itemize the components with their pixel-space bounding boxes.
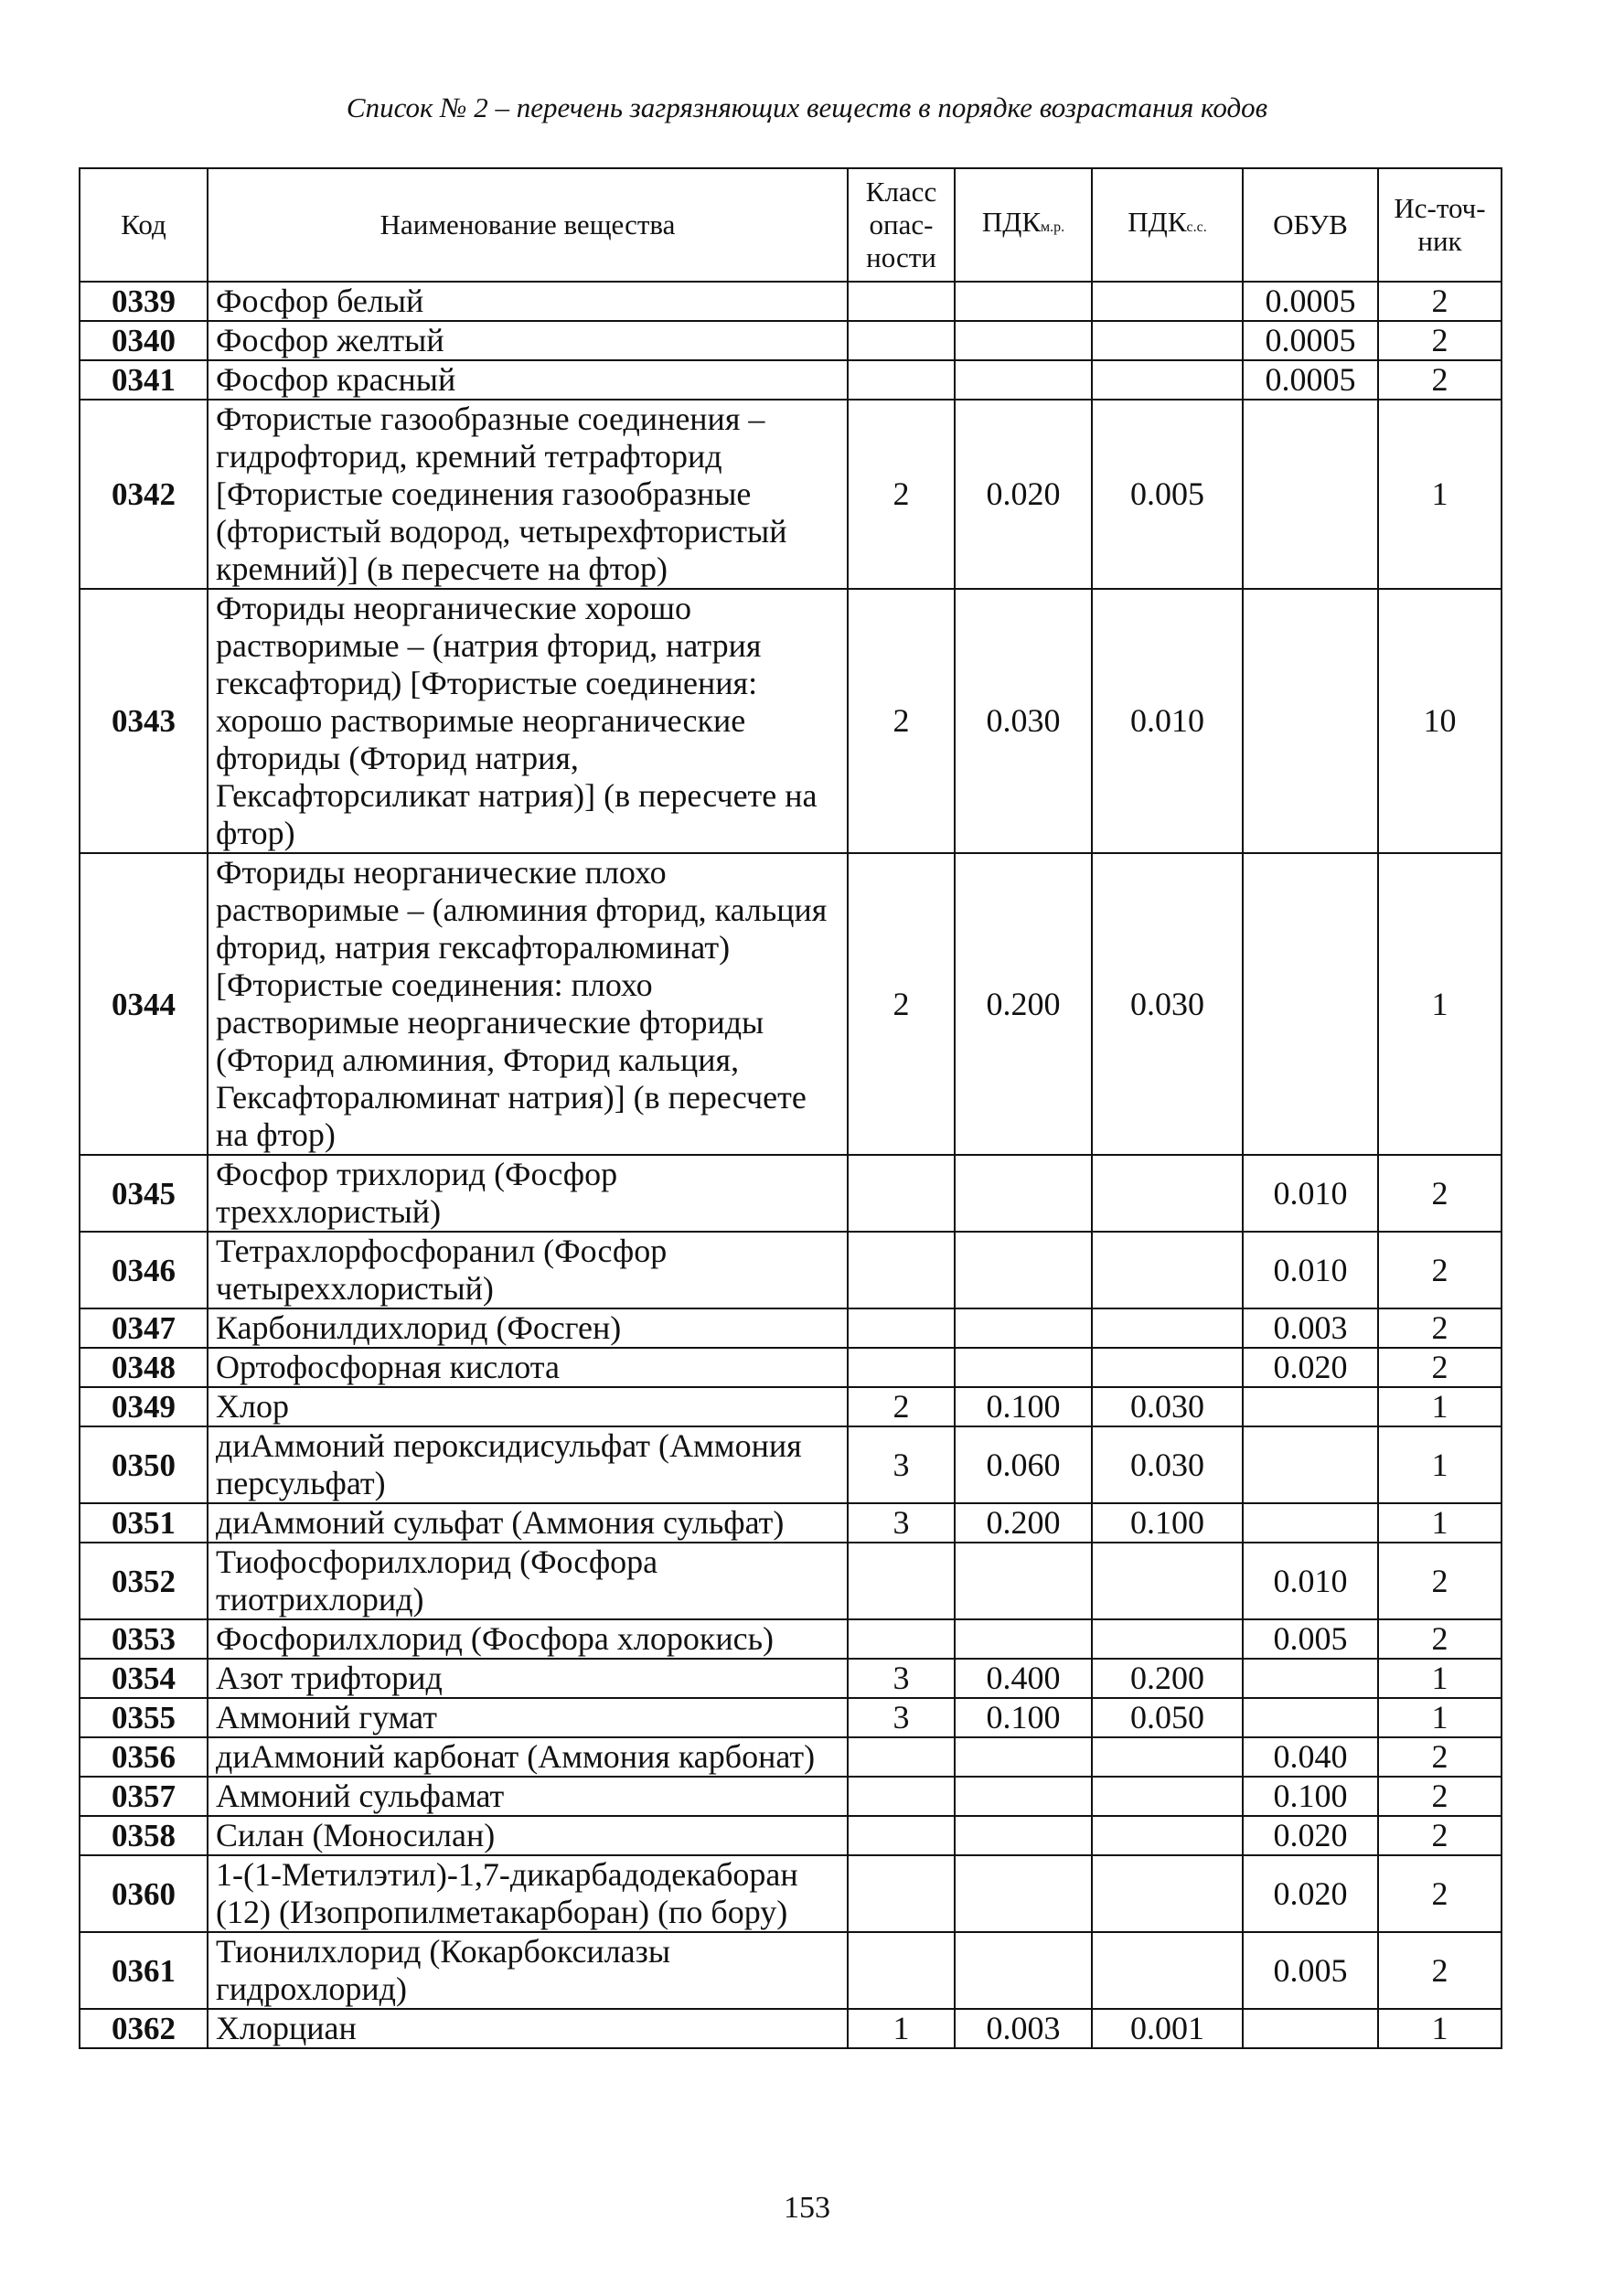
cell-code: 0350: [80, 1426, 208, 1503]
cell-class: [848, 1619, 955, 1659]
cell-code: 0349: [80, 1387, 208, 1426]
cell-pdk-mr: [955, 1816, 1092, 1855]
header-pdk-ss-sub: с.с.: [1186, 219, 1207, 235]
cell-obuv: [1243, 1698, 1378, 1737]
cell-code: 0357: [80, 1777, 208, 1816]
cell-pdk-ss: 0.050: [1092, 1698, 1243, 1737]
table-row: [80, 1932, 1502, 2009]
cell-pdk-ss: 0.100: [1092, 1503, 1243, 1543]
cell-class: [848, 360, 955, 400]
cell-pdk-mr: [955, 1932, 1092, 2009]
table-row: [80, 1816, 1502, 1855]
cell-pdk-mr: [955, 360, 1092, 400]
table-row: [80, 853, 1502, 1155]
cell-code: 0344: [80, 853, 208, 1155]
cell-class: [848, 1816, 955, 1855]
table-row: [80, 1387, 1502, 1426]
cell-source: 2: [1378, 1232, 1502, 1308]
cell-source: 2: [1378, 1737, 1502, 1777]
cell-code: 0343: [80, 589, 208, 853]
cell-pdk-mr: [955, 321, 1092, 360]
cell-pdk-mr: [955, 282, 1092, 321]
table-row: [80, 1308, 1502, 1348]
cell-pdk-ss: [1092, 1348, 1243, 1387]
cell-obuv: [1243, 1659, 1378, 1698]
cell-pdk-ss: [1092, 321, 1243, 360]
cell-name: Фосфор белый: [208, 282, 848, 321]
table-row: [80, 1348, 1502, 1387]
table-row: [80, 1503, 1502, 1543]
cell-code: 0355: [80, 1698, 208, 1737]
cell-source: 2: [1378, 1155, 1502, 1232]
cell-class: 3: [848, 1659, 955, 1698]
table-row: [80, 1426, 1502, 1503]
cell-pdk-mr: [955, 1232, 1092, 1308]
cell-code: 0346: [80, 1232, 208, 1308]
cell-pdk-mr: [955, 1155, 1092, 1232]
cell-class: 2: [848, 853, 955, 1155]
header-pdk-mr: [955, 168, 1092, 282]
cell-pdk-mr: 0.060: [955, 1426, 1092, 1503]
table-row: [80, 1232, 1502, 1308]
cell-source: 1: [1378, 1503, 1502, 1543]
cell-class: [848, 1855, 955, 1932]
cell-name: 1-(1-Метилэтил)-1,7-дикарбадодекаборан (12) (Изопропилметакарборан) (по бору): [208, 1855, 848, 1932]
cell-class: 2: [848, 1387, 955, 1426]
cell-class: 2: [848, 589, 955, 853]
cell-source: 1: [1378, 1426, 1502, 1503]
cell-pdk-mr: 0.200: [955, 1503, 1092, 1543]
cell-source: 1: [1378, 853, 1502, 1155]
cell-name: Тетрахлорфосфоранил (Фосфор четыреххлористый): [208, 1232, 848, 1308]
cell-class: [848, 1777, 955, 1816]
cell-name: Хлорциан: [208, 2009, 848, 2048]
cell-class: [848, 1232, 955, 1308]
header-source: Ис-точ-ник: [1378, 168, 1502, 282]
cell-obuv: [1243, 1387, 1378, 1426]
table-row: [80, 1543, 1502, 1619]
table-row: [80, 282, 1502, 321]
cell-pdk-ss: 0.001: [1092, 2009, 1243, 2048]
cell-source: 2: [1378, 1777, 1502, 1816]
cell-code: 0352: [80, 1543, 208, 1619]
cell-pdk-ss: [1092, 360, 1243, 400]
cell-source: 1: [1378, 2009, 1502, 2048]
cell-source: 2: [1378, 1543, 1502, 1619]
cell-name: Карбонилдихлорид (Фосген): [208, 1308, 848, 1348]
cell-pdk-ss: 0.030: [1092, 1426, 1243, 1503]
table-row: [80, 589, 1502, 853]
cell-pdk-ss: [1092, 1777, 1243, 1816]
cell-obuv: 0.0005: [1243, 360, 1378, 400]
cell-class: 1: [848, 2009, 955, 2048]
cell-pdk-mr: 0.100: [955, 1387, 1092, 1426]
substances-table: [79, 167, 1502, 2049]
cell-pdk-mr: 0.200: [955, 853, 1092, 1155]
cell-obuv: 0.010: [1243, 1543, 1378, 1619]
cell-class: [848, 1155, 955, 1232]
cell-code: 0356: [80, 1737, 208, 1777]
cell-pdk-ss: [1092, 282, 1243, 321]
cell-class: [848, 1737, 955, 1777]
cell-obuv: 0.040: [1243, 1737, 1378, 1777]
table-row: [80, 1737, 1502, 1777]
cell-source: 10: [1378, 589, 1502, 853]
table-row: [80, 1619, 1502, 1659]
page-title: Список № 2 – перечень загрязняющих веществ в порядке возрастания кодов: [346, 91, 1268, 123]
cell-pdk-ss: 0.200: [1092, 1659, 1243, 1698]
cell-source: 1: [1378, 1659, 1502, 1698]
cell-source: 2: [1378, 282, 1502, 321]
cell-name: Фосфорилхлорид (Фосфора хлорокись): [208, 1619, 848, 1659]
cell-source: 1: [1378, 400, 1502, 589]
cell-pdk-mr: 0.400: [955, 1659, 1092, 1698]
cell-name: Ортофосфорная кислота: [208, 1348, 848, 1387]
cell-source: 2: [1378, 1855, 1502, 1932]
cell-source: 2: [1378, 1308, 1502, 1348]
table-row: [80, 1698, 1502, 1737]
cell-name: Аммоний гумат: [208, 1698, 848, 1737]
header-hazard-class: Класс опас-ности: [848, 168, 955, 282]
cell-class: [848, 321, 955, 360]
cell-code: 0351: [80, 1503, 208, 1543]
cell-class: [848, 1308, 955, 1348]
cell-name: Азот трифторид: [208, 1659, 848, 1698]
cell-name: Силан (Моносилан): [208, 1816, 848, 1855]
table-row: [80, 1155, 1502, 1232]
cell-pdk-ss: [1092, 1855, 1243, 1932]
cell-name: Тиофосфорилхлорид (Фосфора тиотрихлорид): [208, 1543, 848, 1619]
cell-pdk-mr: [955, 1855, 1092, 1932]
table-row: [80, 2009, 1502, 2048]
header-pdk-ss-main: ПДК: [1128, 206, 1187, 238]
cell-pdk-mr: 0.100: [955, 1698, 1092, 1737]
cell-source: 1: [1378, 1698, 1502, 1737]
cell-class: 2: [848, 400, 955, 589]
cell-code: 0353: [80, 1619, 208, 1659]
page-number: 153: [784, 2191, 830, 2225]
cell-name: Фтористые газообразные соединения – гидрофторид, кремний тетрафторид [Фтористые соединения газообразные (фтористый водород, четырехфтористый кремний)] (в пересчете на фтор): [208, 400, 848, 589]
cell-name: диАммоний сульфат (Аммония сульфат): [208, 1503, 848, 1543]
table-row: [80, 321, 1502, 360]
cell-name: Тионилхлорид (Кокарбоксилазы гидрохлорид): [208, 1932, 848, 2009]
cell-name: Фосфор трихлорид (Фосфор треххлористый): [208, 1155, 848, 1232]
header-pdk-mr-sub: м.р.: [1041, 219, 1065, 235]
cell-obuv: 0.0005: [1243, 321, 1378, 360]
cell-name: Хлор: [208, 1387, 848, 1426]
table-row: [80, 400, 1502, 589]
cell-pdk-ss: [1092, 1155, 1243, 1232]
cell-code: 0345: [80, 1155, 208, 1232]
cell-name: Фториды неорганические плохо растворимые – (алюминия фторид, кальция фторид, натрия гексафторалюминат) [Фтористые соединения: плохо растворимые неорганические фториды (Фторид алюминия, Фторид кальция, Гексафторалюминат натрия)] (в пересчете на фтор): [208, 853, 848, 1155]
cell-code: 0361: [80, 1932, 208, 2009]
header-code: Код: [80, 168, 208, 282]
header-pdk-ss: [1092, 168, 1243, 282]
cell-pdk-ss: 0.010: [1092, 589, 1243, 853]
cell-source: 2: [1378, 1348, 1502, 1387]
cell-obuv: [1243, 400, 1378, 589]
cell-class: 3: [848, 1503, 955, 1543]
cell-obuv: [1243, 589, 1378, 853]
cell-pdk-ss: 0.030: [1092, 853, 1243, 1155]
cell-name: диАммоний карбонат (Аммония карбонат): [208, 1737, 848, 1777]
cell-pdk-ss: [1092, 1308, 1243, 1348]
cell-obuv: 0.100: [1243, 1777, 1378, 1816]
cell-code: 0348: [80, 1348, 208, 1387]
cell-pdk-mr: 0.003: [955, 2009, 1092, 2048]
cell-pdk-ss: [1092, 1232, 1243, 1308]
cell-class: [848, 282, 955, 321]
cell-code: 0362: [80, 2009, 208, 2048]
table-row: [80, 360, 1502, 400]
cell-pdk-mr: [955, 1619, 1092, 1659]
cell-pdk-ss: [1092, 1816, 1243, 1855]
cell-obuv: 0.020: [1243, 1855, 1378, 1932]
table-row: [80, 1777, 1502, 1816]
cell-code: 0347: [80, 1308, 208, 1348]
cell-name: диАммоний пероксидисульфат (Аммония персульфат): [208, 1426, 848, 1503]
header-pdk-mr-main: ПДК: [981, 206, 1042, 238]
cell-code: 0354: [80, 1659, 208, 1698]
cell-code: 0341: [80, 360, 208, 400]
header-name: Наименование вещества: [208, 168, 848, 282]
header-obuv: ОБУВ: [1243, 168, 1378, 282]
cell-class: [848, 1348, 955, 1387]
cell-pdk-ss: [1092, 1737, 1243, 1777]
cell-pdk-mr: [955, 1348, 1092, 1387]
cell-pdk-mr: [955, 1308, 1092, 1348]
cell-pdk-mr: [955, 1737, 1092, 1777]
cell-source: 2: [1378, 321, 1502, 360]
cell-obuv: [1243, 1426, 1378, 1503]
cell-source: 2: [1378, 1932, 1502, 2009]
cell-code: 0340: [80, 321, 208, 360]
cell-obuv: 0.005: [1243, 1619, 1378, 1659]
cell-source: 2: [1378, 1816, 1502, 1855]
cell-name: Фосфор желтый: [208, 321, 848, 360]
cell-code: 0360: [80, 1855, 208, 1932]
cell-code: 0339: [80, 282, 208, 321]
cell-source: 1: [1378, 1387, 1502, 1426]
cell-source: 2: [1378, 360, 1502, 400]
cell-name: Фосфор красный: [208, 360, 848, 400]
cell-class: [848, 1932, 955, 2009]
cell-pdk-mr: [955, 1777, 1092, 1816]
cell-class: 3: [848, 1698, 955, 1737]
cell-obuv: 0.010: [1243, 1232, 1378, 1308]
cell-pdk-ss: 0.005: [1092, 400, 1243, 589]
cell-code: 0342: [80, 400, 208, 589]
cell-obuv: 0.020: [1243, 1816, 1378, 1855]
cell-obuv: [1243, 1503, 1378, 1543]
cell-obuv: [1243, 853, 1378, 1155]
cell-pdk-mr: 0.030: [955, 589, 1092, 853]
cell-obuv: 0.0005: [1243, 282, 1378, 321]
cell-pdk-ss: 0.030: [1092, 1387, 1243, 1426]
cell-class: [848, 1543, 955, 1619]
cell-pdk-ss: [1092, 1543, 1243, 1619]
table-row: [80, 1659, 1502, 1698]
cell-pdk-mr: [955, 1543, 1092, 1619]
cell-obuv: 0.005: [1243, 1932, 1378, 2009]
cell-obuv: [1243, 2009, 1378, 2048]
cell-class: 3: [848, 1426, 955, 1503]
table-header-row: [80, 168, 1502, 282]
cell-code: 0358: [80, 1816, 208, 1855]
cell-pdk-ss: [1092, 1619, 1243, 1659]
cell-pdk-ss: [1092, 1932, 1243, 2009]
cell-source: 2: [1378, 1619, 1502, 1659]
cell-obuv: 0.020: [1243, 1348, 1378, 1387]
cell-name: Фториды неорганические хорошо растворимые – (натрия фторид, натрия гексафторид) [Фтористые соединения: хорошо растворимые неорганические фториды (Фторид натрия, Гексафторсиликат натрия)] (в пересчете на фтор): [208, 589, 848, 853]
cell-name: Аммоний сульфамат: [208, 1777, 848, 1816]
cell-pdk-mr: 0.020: [955, 400, 1092, 589]
cell-obuv: 0.010: [1243, 1155, 1378, 1232]
table-row: [80, 1855, 1502, 1932]
cell-obuv: 0.003: [1243, 1308, 1378, 1348]
